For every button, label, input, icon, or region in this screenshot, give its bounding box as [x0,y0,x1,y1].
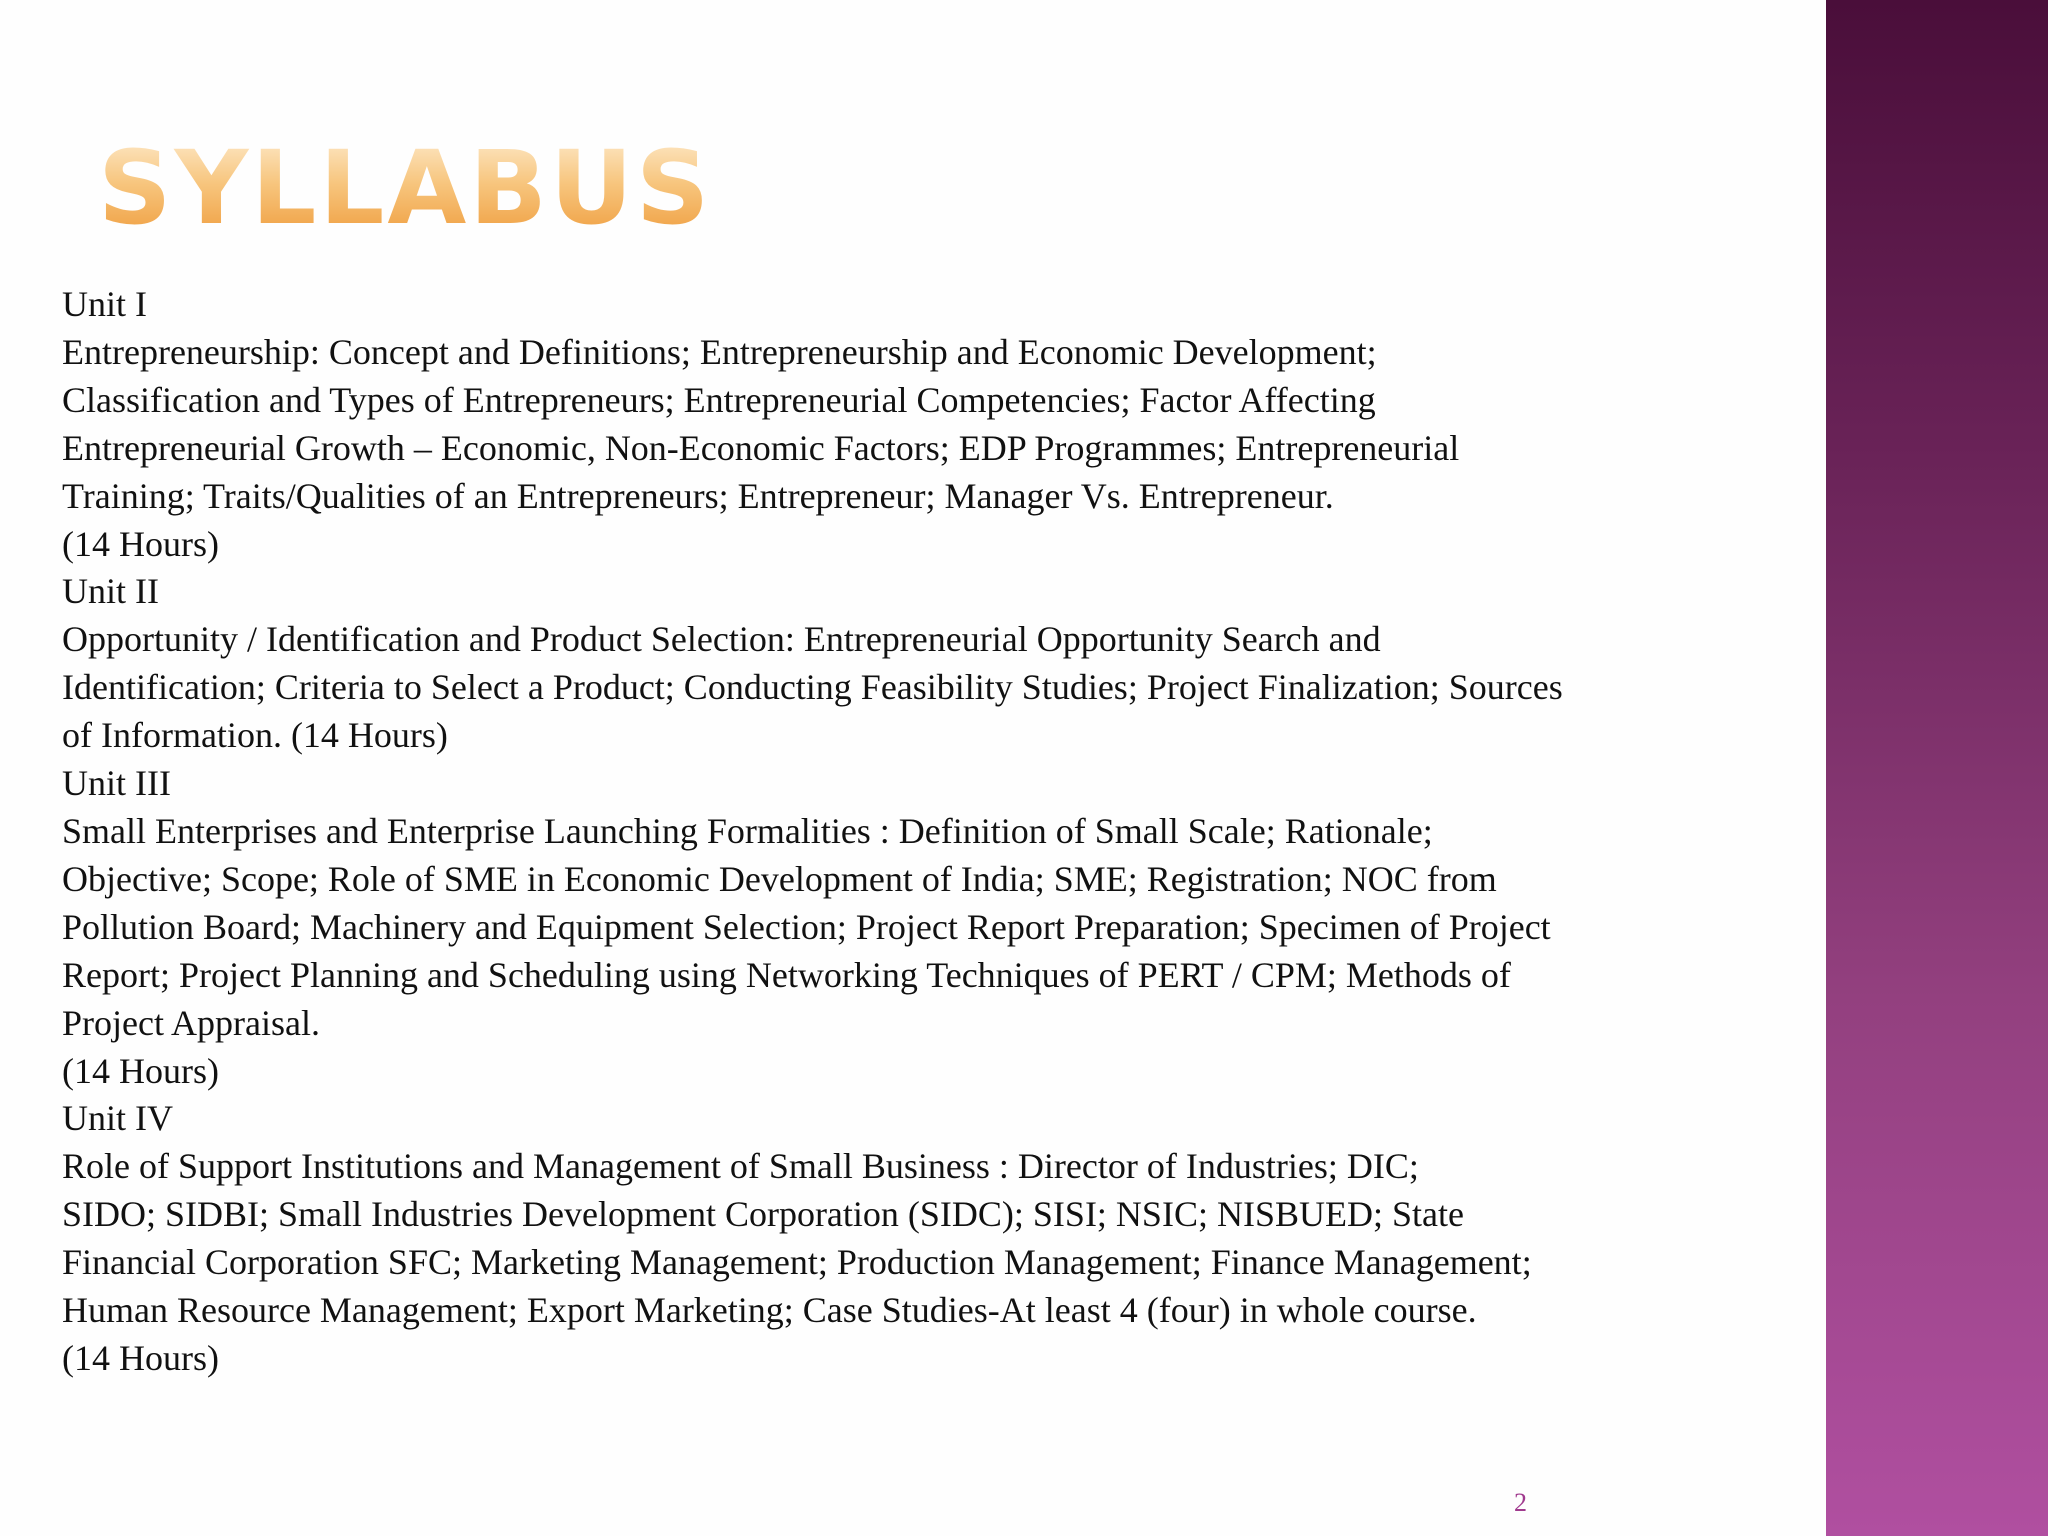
hours-label: (14 Hours) [62,1050,219,1091]
unit-heading: Unit I [62,284,147,324]
text-line: SIDO; SIDBI; Small Industries Development Corporation (SIDC); SISI; NSIC; NISBUED; State [62,1194,1464,1235]
text-line: Project Appraisal. [62,1002,320,1043]
text-line: Role of Support Institutions and Management of Small Business : Director of Industries; DIC; [62,1146,1419,1187]
hours-label: (14 Hours) [62,1337,219,1378]
text-line: Entrepreneurship: Concept and Definitions; Entrepreneurship and Economic Development; [62,331,1377,372]
syllabus-body [62,281,1802,1383]
text-line: Classification and Types of Entrepreneurs; Entrepreneurial Competencies; Factor Affecting [62,379,1376,420]
text-line: Pollution Board; Machinery and Equipment Selection; Project Report Preparation; Specimen of Project [62,906,1551,947]
text-line: of Information. (14 Hours) [62,715,448,756]
decorative-side-band [1826,0,2048,1536]
text-line: Report; Project Planning and Scheduling using Networking Techniques of PERT / CPM; Methods of [62,954,1511,995]
unit-heading: Unit IV [62,1098,173,1139]
text-line: Financial Corporation SFC; Marketing Management; Production Management; Finance Management; [62,1242,1532,1283]
unit-heading: Unit III [62,763,171,804]
text-line: Human Resource Management; Export Marketing; Case Studies-At least 4 (four) in whole course. [62,1290,1477,1331]
unit-heading: Unit II [62,571,159,612]
text-line: Objective; Scope; Role of SME in Economic Development of India; SME; Registration; NOC from [62,858,1497,899]
page-number: 2 [1514,1488,1527,1517]
text-line: Opportunity / Identification and Product Selection: Entrepreneurial Opportunity Search and [62,619,1381,660]
text-line: Training; Traits/Qualities of an Entrepreneurs; Entrepreneur; Manager Vs. Entrepreneur. [62,475,1334,516]
text-line: Identification; Criteria to Select a Product; Conducting Feasibility Studies; Project Finalization; Sources [62,667,1563,708]
slide-title: SYLLABUS [98,129,713,248]
hours-label: (14 Hours) [62,523,219,564]
text-line: Entrepreneurial Growth – Economic, Non-Economic Factors; EDP Programmes; Entrepreneurial [62,427,1460,468]
text-line: Small Enterprises and Enterprise Launching Formalities : Definition of Small Scale; Rationale; [62,810,1433,851]
